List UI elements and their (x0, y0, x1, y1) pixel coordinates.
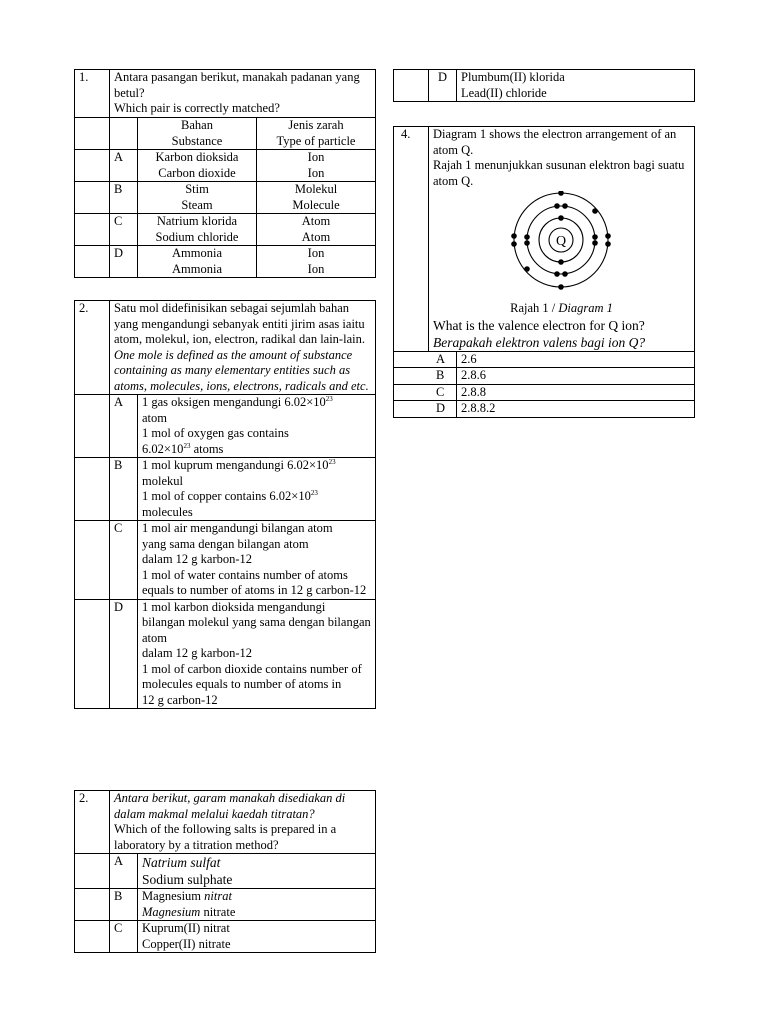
option-letter: A (110, 150, 138, 182)
option-letter: A (110, 854, 138, 889)
option-substance: Stim Steam (138, 182, 257, 214)
option-row[interactable] (75, 458, 376, 521)
electron-arrangement-diagram (433, 191, 688, 295)
question-number: 2. (75, 301, 110, 395)
option-particle-type: Ion Ion (257, 246, 376, 278)
option-text: Kuprum(II) nitrat Copper(II) nitrate (138, 921, 376, 953)
question-1-table (74, 69, 376, 278)
option-row[interactable] (75, 395, 376, 458)
question-stem: Satu mol didefinisikan sebagai sejumlah bahan yang mengandungi sebanyak entiti jirim asas iaitu atom, molekul, ion, electron, radikal dan lain-lain. One mole is defined as the amount of substance containing as many elementary entities such as atoms, molecules, ions, electrons, radicals and etc. (110, 301, 376, 395)
question-number: 4. (394, 127, 429, 352)
option-letter: C (394, 384, 457, 401)
option-letter: C (110, 921, 138, 953)
option-letter: D (110, 246, 138, 278)
option-row[interactable] (75, 182, 376, 214)
option-substance: Ammonia Ammonia (138, 246, 257, 278)
option-row[interactable] (75, 246, 376, 278)
option-letter: B (394, 368, 457, 385)
option-substance: Karbon dioksida Carbon dioxide (138, 150, 257, 182)
option-row[interactable] (75, 214, 376, 246)
option-text: 2.6 (457, 351, 695, 368)
option-letter: B (110, 182, 138, 214)
option-text: 1 mol kuprum mengandungi $6.02\times 10^{23}$ molekul 1 mol of copper contains $6.02\times 10^{23}$ molecules (138, 458, 376, 521)
option-row[interactable] (75, 921, 376, 953)
option-letter: B (110, 889, 138, 921)
option-text: 2.8.8.2 (457, 401, 695, 418)
option-text: 2.8.8 (457, 384, 695, 401)
question-4-table (393, 126, 695, 418)
question-stem: Diagram 1 shows the electron arrangement of an atom Q. Rajah 1 menunjukkan susunan elektron bagi suatu atom Q. Q Rajah 1 / Diagram 1 What is the valence electron for Q ion? Berapakah elektron valens bagi ion Q? (429, 127, 695, 352)
question-number: 1. (75, 70, 110, 118)
question-stem: Antara berikut, garam manakah disediakan di dalam makmal melalui kaedah titratan? Which of the following salts is prepared in a laboratory by a titration method? (110, 791, 376, 854)
option-particle-type: Molekul Molecule (257, 182, 376, 214)
column-header-substance: Bahan Substance (138, 118, 257, 150)
option-row[interactable] (75, 854, 376, 889)
option-row[interactable] (394, 70, 695, 102)
question-3-table (74, 790, 376, 953)
option-letter: D (429, 70, 457, 102)
option-letter: D (110, 599, 138, 709)
option-letter: A (110, 395, 138, 458)
option-row[interactable] (394, 401, 695, 418)
option-text: Natrium sulfat Sodium sulphate (138, 854, 376, 889)
option-text: Magnesium nitrat Magnesium nitrate (138, 889, 376, 921)
question-number: 2. (75, 791, 110, 854)
option-substance: Natrium klorida Sodium chloride (138, 214, 257, 246)
option-row[interactable] (394, 384, 695, 401)
option-letter: C (110, 214, 138, 246)
option-row[interactable] (394, 351, 695, 368)
question-2-table (74, 300, 376, 709)
option-particle-type: Ion Ion (257, 150, 376, 182)
option-row[interactable] (75, 150, 376, 182)
option-letter: B (110, 458, 138, 521)
option-text: 1 mol karbon dioksida mengandungi bilangan molekul yang sama dengan bilangan atom dalam 12 g karbon-12 1 mol of carbon dioxide contains number of molecules equals to number of atoms in 12 g carbon-12 (138, 599, 376, 709)
column-header-particle-type: Jenis zarah Type of particle (257, 118, 376, 150)
option-particle-type: Atom Atom (257, 214, 376, 246)
option-text: Plumbum(II) klorida Lead(II) chloride (457, 70, 695, 102)
option-letter: D (394, 401, 457, 418)
diagram-caption: Rajah 1 / Diagram 1 (510, 301, 613, 315)
question-1-continuation (393, 69, 695, 102)
option-row[interactable] (75, 599, 376, 709)
option-row[interactable] (394, 368, 695, 385)
option-letter: C (110, 521, 138, 600)
option-letter: A (394, 351, 457, 368)
option-text: 1 gas oksigen mengandungi $6.02\times 10^{23}$ atom 1 mol of oxygen gas contains $6.02\times 10^{23}$ atoms (138, 395, 376, 458)
question-stem: Antara pasangan berikut, manakah padanan yang betul? Which pair is correctly matched? (110, 70, 376, 118)
option-text: 1 mol air mengandungi bilangan atom yang sama dengan bilangan atom dalam 12 g karbon-12 1 mol of water contains number of atoms equals to number of atoms in 12 g carbon-12 (138, 521, 376, 600)
nucleus-label: Q (555, 234, 567, 249)
option-row[interactable] (75, 521, 376, 600)
option-text: 2.8.6 (457, 368, 695, 385)
option-row[interactable] (75, 889, 376, 921)
